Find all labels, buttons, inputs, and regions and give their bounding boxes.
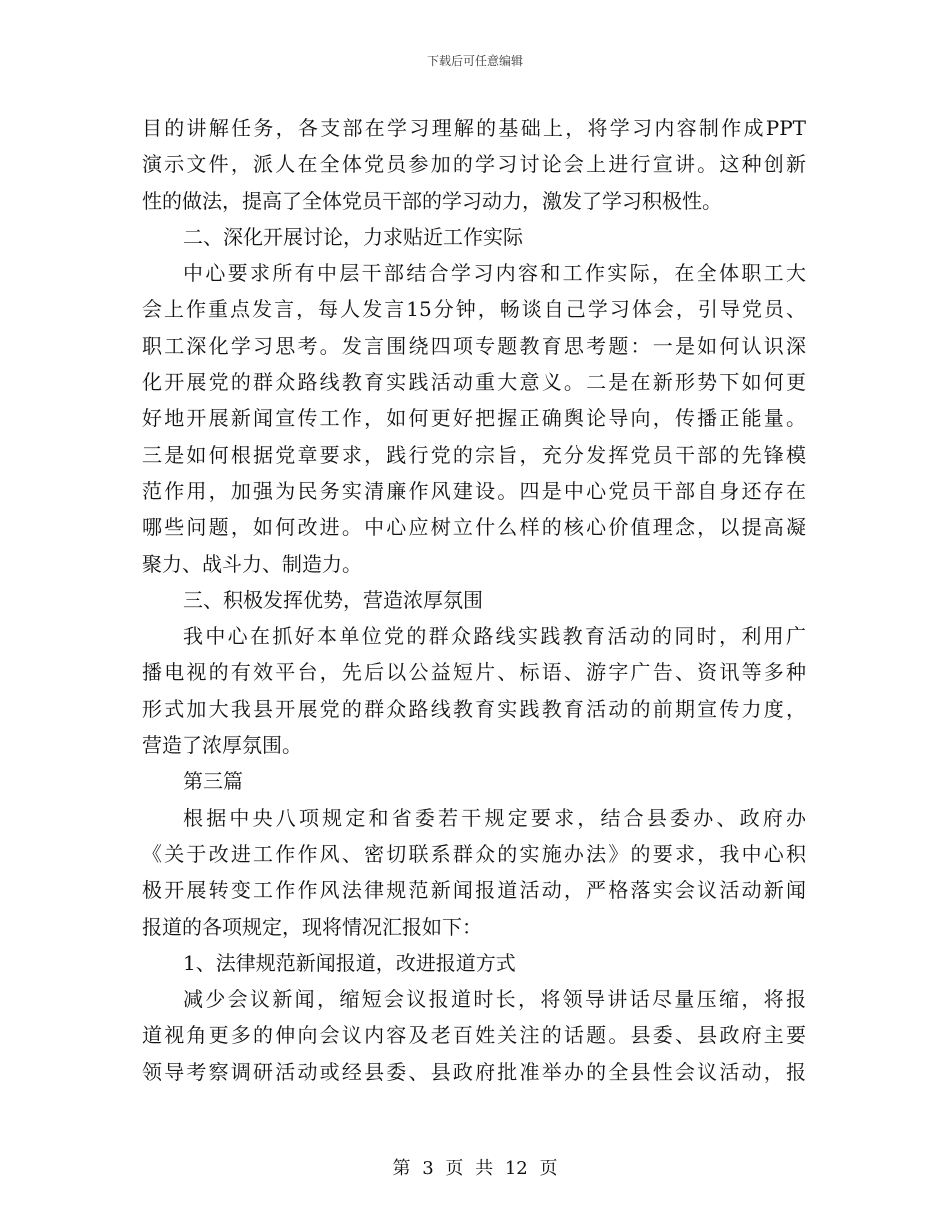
text-line: 报道的各项规定，现将情况汇报如下： (142, 914, 482, 939)
text-line: 根据中央八项规定和省委若干规定要求，结合县委办、政府办 (183, 805, 806, 830)
text-line: 道视角更多的伸向会议内容及老百姓关注的话题。县委、县政府主要 (142, 1023, 806, 1048)
text-line: 极开展转变工作作风法律规范新闻报道活动，严格落实会议活动新闻 (142, 878, 806, 903)
text-line: 《关于改进工作作风、密切联系群众的实施办法》的要求，我中心积 (142, 841, 806, 866)
page-number: 第 3 页 共 12 页 (392, 1158, 558, 1179)
text-line: 聚力、战斗力、制造力。 (142, 551, 362, 576)
text-line: 减少会议新闻，缩短会议报道时长，将领导讲话尽量压缩，将报 (183, 987, 806, 1012)
text-line: 三是如何根据党章要求，践行党的宗旨，充分发挥党员干部的先锋模 (142, 442, 806, 467)
text-line: 范作用，加强为民务实清廉作风建设。四是中心党员干部自身还存在 (142, 478, 806, 503)
section-title: 第三篇 (183, 769, 243, 794)
text-line: 性的做法，提高了全体党员干部的学习动力，激发了学习积极性。 (142, 188, 722, 213)
text-line: 营造了浓厚氛围。 (142, 733, 302, 758)
text-line: 中心要求所有中层干部结合学习内容和工作实际，在全体职工大 (183, 261, 806, 286)
section-heading: 二、深化开展讨论，力求贴近工作实际 (183, 224, 523, 249)
text-line: 我中心在抓好本单位党的群众路线实践教育活动的同时，利用广 (183, 624, 806, 649)
text-line: 会上作重点发言，每人发言15分钟，畅谈自己学习体会，引导党员、 (142, 297, 806, 322)
text-line: 好地开展新闻宣传工作，如何更好把握正确舆论导向，传播正能量。 (142, 406, 806, 431)
text-line: 职工深化学习思考。发言围绕四项专题教育思考题：一是如何认识深 (142, 333, 806, 358)
text-line: 化开展党的群众路线教育实践活动重大意义。二是在新形势下如何更 (142, 370, 806, 395)
text-line: 哪些问题，如何改进。中心应树立什么样的核心价值理念，以提高凝 (142, 515, 806, 540)
document-body (142, 110, 806, 1090)
section-heading: 三、积极发挥优势，营造浓厚氛围 (183, 587, 483, 612)
text-line: 播电视的有效平台，先后以公益短片、标语、游字广告、资讯等多种 (142, 660, 806, 685)
text-line: 演示文件，派人在全体党员参加的学习讨论会上进行宣讲。这种创新 (142, 152, 806, 177)
text-line: 目的讲解任务，各支部在学习理解的基础上，将学习内容制作成PPT (142, 116, 806, 140)
text-line: 形式加大我县开展党的群众路线教育实践教育活动的前期宣传力度， (142, 696, 806, 721)
section-heading: 1、法律规范新闻报道，改进报道方式 (183, 950, 516, 975)
page-header: 下载后可任意编辑 (426, 54, 523, 68)
text-line: 领导考察调研活动或经县委、县政府批准举办的全县性会议活动，报 (142, 1059, 806, 1084)
